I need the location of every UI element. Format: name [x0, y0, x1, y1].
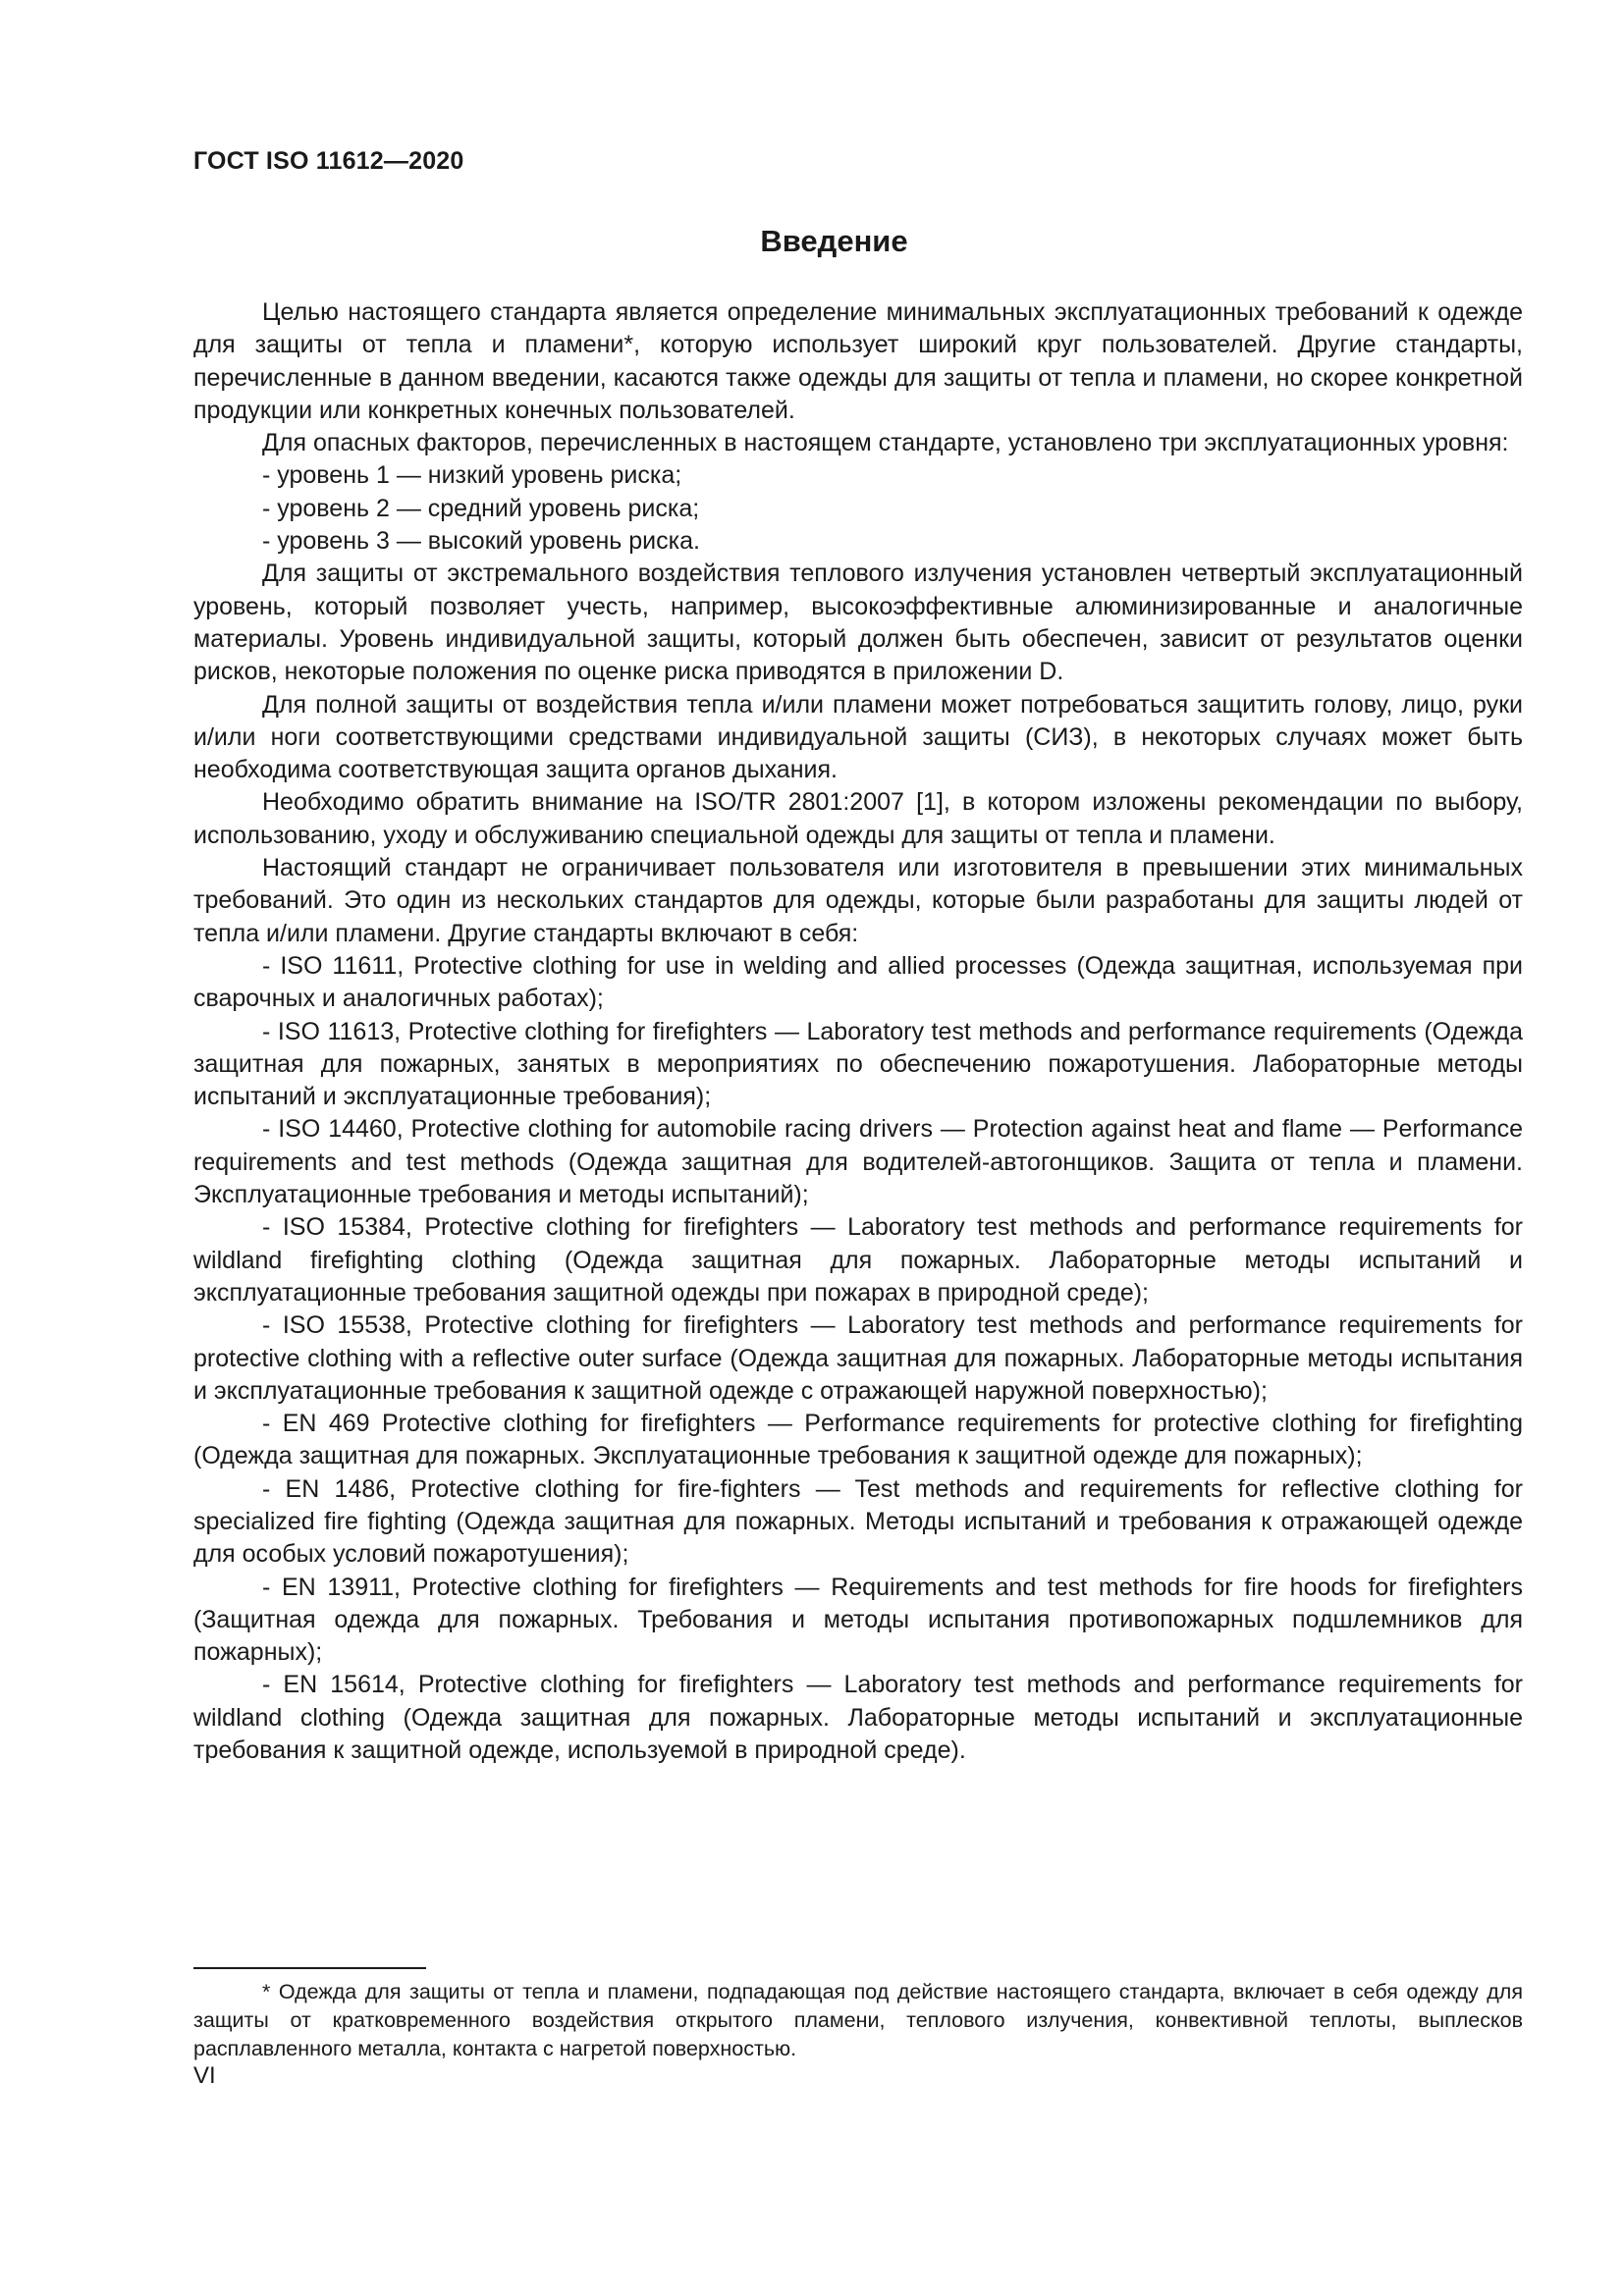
- standard-item: - ISO 15384, Protective clothing for firefighters — Laboratory test methods and performance requirements for wildland firefighting clothing (Одежда защитная для пожарных. Лабораторные методы испытаний и эксплуатационные требования защитной одежды при пожарах в природной среде);: [193, 1213, 1523, 1307]
- level-item: - уровень 1 — низкий уровень риска;: [262, 461, 682, 490]
- level-item: - уровень 2 — средний уровень риска;: [262, 494, 700, 522]
- standard-item: - ISO 15538, Protective clothing for firefighters — Laboratory test methods and performance requirements for protective clothing with a reflective outer surface (Одежда защитная для пожарных. Лабораторные методы испытания и эксплуатационные требования к защитной одежде с отражающей наружной поверхностью);: [193, 1311, 1523, 1405]
- paragraph: Для защиты от экстремального воздействия теплового излучения установлен четвертый эксплуатационный уровень, который позволяет учесть, например, высокоэффективные алюминизированные и аналогичные материалы. Уровень индивидуальной защиты, который должен быть обеспечен, зависит от результатов оценки рисков, некоторые положения по оценке риска приводятся в приложении D.: [193, 560, 1523, 686]
- standard-item: - EN 13911, Protective clothing for firefighters — Requirements and test methods for fire hoods for firefighters (Защитная одежда для пожарных. Требования и методы испытания противопожарных подшлемников для пожарных);: [193, 1573, 1523, 1667]
- paragraph: Настоящий стандарт не ограничивает пользователя или изготовителя в превышении этих минимальных требований. Это один из нескольких стандартов для одежды, которые были разработаны для защиты людей от тепла и/или пламени. Другие стандарты включают в себя:: [193, 854, 1523, 947]
- section-title: Введение: [760, 224, 908, 258]
- standard-code-header: ГОСТ ISO 11612—2020: [193, 147, 464, 175]
- standard-item: - EN 469 Protective clothing for firefighters — Performance requirements for protective clothing for firefighting (Одежда защитная для пожарных. Эксплуатационные требования к защитной одежде для пожарных);: [193, 1410, 1523, 1470]
- standard-item: - EN 15614, Protective clothing for firefighters — Laboratory test methods and performance requirements for wildland clothing (Одежда защитная для пожарных. Лабораторные методы испытаний и эксплуатационные требования к защитной одежде, используемой в природной среде).: [193, 1671, 1523, 1765]
- level-item: - уровень 3 — высокий уровень риска.: [262, 527, 700, 556]
- body-text: [193, 296, 1523, 1767]
- standard-item: - ISO 11613, Protective clothing for firefighters — Laboratory test methods and performance requirements (Одежда защитная для пожарных, занятых в мероприятиях по обеспечению пожаротушения. Лабораторные методы испытаний и эксплуатационные требования);: [193, 1017, 1523, 1111]
- paragraph: Для полной защиты от воздействия тепла и/или пламени может потребоваться защитить голову, лицо, руки и/или ноги соответствующими средствами индивидуальной защиты (СИЗ), в некоторых случаях может быть необходима соответствующая защита органов дыхания.: [193, 690, 1523, 784]
- paragraph: Необходимо обратить внимание на ISO/TR 2801:2007 [1], в котором изложены рекомендации по выбору, использованию, уходу и обслуживанию специальной одежды для защиты от тепла и пламени.: [193, 788, 1523, 849]
- footnote-divider: [193, 1967, 426, 1969]
- paragraph: Для опасных факторов, перечисленных в настоящем стандарте, установлено три эксплуатационных уровня:: [262, 429, 1509, 457]
- standard-item: - ISO 14460, Protective clothing for automobile racing drivers — Protection against heat and flame — Performance requirements and test methods (Одежда защитная для водителей-автогонщиков. Защита от тепла и пламени. Эксплуатационные требования и методы испытаний);: [193, 1115, 1523, 1209]
- footnote-text: * Одежда для защиты от тепла и пламени, подпадающая под действие настоящего стандарта, включает в себя одежду для защиты от кратковременного воздействия открытого пламени, теплового излучения, конвективной теплоты, выплесков расплавленного металла, контакта с нагретой поверхностью.: [193, 1980, 1523, 2060]
- standard-item: - EN 1486, Protective clothing for fire-fighters — Test methods and requirements for reflective clothing for specialized fire fighting (Одежда защитная для пожарных. Методы испытаний и требования к отражающей одежде для особых условий пожаротушения);: [193, 1474, 1523, 1569]
- footnote: [193, 1978, 1523, 2063]
- page-number: VI: [193, 2062, 216, 2089]
- standard-item: - ISO 11611, Protective clothing for use in welding and allied processes (Одежда защитная, используемая при сварочных и аналогичных работах);: [193, 951, 1523, 1013]
- paragraph: Целью настоящего стандарта является определение минимальных эксплуатационных требований к одежде для защиты от тепла и пламени*, которую использует широкий круг пользователей. Другие стандарты, перечисленные в данном введении, касаются также одежды для защиты от тепла и пламени, но скорее конкретной продукции или конкретных конечных пользователей.: [193, 298, 1523, 424]
